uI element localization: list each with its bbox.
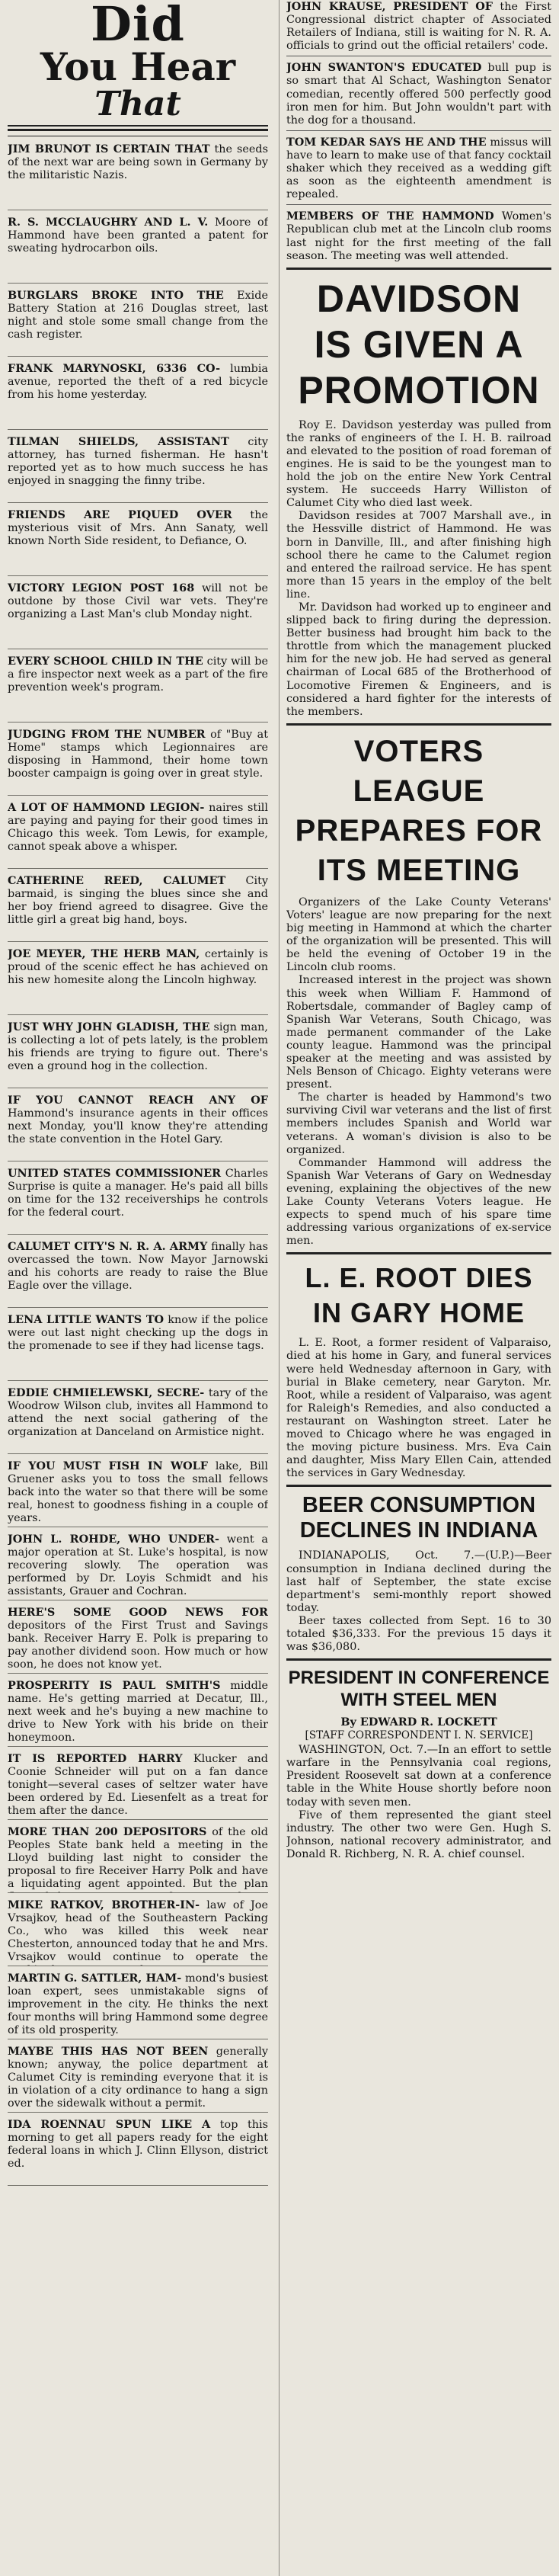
item-lead: TILMAN SHIELDS, ASSISTANT [8,435,229,448]
wire-credit: [STAFF CORRESPONDENT I. N. SERVICE] [305,1729,533,1742]
item-body: will not be outdone by those Civil war vets. They're organizing a Last Man's club Monday night. [8,582,268,621]
masthead-line-2: You Hear [40,44,236,89]
item-lead: R. S. MCCLAUGHRY AND L. V. [8,216,209,229]
item-body: generally known; anyway, the police department at Calumet City is reminding everyone that it is in violation of a city ordinance to hang a sign over the sidewalk without a permit. [8,2046,268,2110]
gossip-item [8,360,268,430]
gossip-item [8,873,268,942]
item-separator [286,204,551,205]
item-body: tary of the Woodrow Wilson club, invites all Hammond to attend the next social gathering of the organization at Danceland on Armistice night. [8,1387,268,1439]
item-lead: EDDIE CHMIELEWSKI, SECRE- [8,1386,205,1399]
gossip-item [8,580,268,649]
story-paragraph: Five of them represented the giant steel industry. The other two were Gen. Hugh S. Johnson, national recovery administrator, and Donald R. Richberg, N. R. A. chief counsel. [286,1809,551,1860]
story-body [286,1337,551,1480]
item-body: the seeds of the next war are being sown in Germany by the militaristic Nazis. [8,143,268,182]
gossip-item [8,2116,268,2186]
item-lead: MARTIN G. SATTLER, HAM- [8,1972,182,1985]
gossip-item [8,1238,268,1308]
story-root [282,1261,556,1480]
item-body: Charles Surprise is quite a manager. He's paid all bills on time for the 132 receiverships he controls for the federal court. [8,1168,268,1219]
gossip-item [8,434,268,503]
gossip-item [8,1165,268,1235]
gossip-item [286,210,551,262]
item-lead: MIKE RATKOV, BROTHER-IN- [8,1898,200,1911]
item-body: City barmaid, is singing the blues since she and her boy friend agreed to disagree. Give the little girl a great big hand, boys. [8,875,268,927]
story-davidson [282,276,556,719]
headline-line: ITS MEETING [317,853,521,887]
gossip-item [8,1312,268,1381]
gossip-item [286,0,551,53]
section-rule [286,1252,551,1254]
item-body: know if the police were out last night checking up the dogs in the promenade to see if they had license tags. [8,1314,268,1353]
item-lead: MORE THAN 200 DEPOSITORS [8,1825,207,1838]
story-body [286,419,551,719]
gossip-item [8,1092,268,1161]
item-lead: IF YOU MUST FISH IN WOLF [8,1459,208,1472]
item-body: the mysterious visit of Mrs. Ann Sanaty, well known North Side resident, to Defiance, O. [8,509,268,548]
item-body: went a major operation at St. Luke's hospital, is now recovering slowly. The operation was performed by Dr. Loyis Schmidt and his assistants, Grauer and Cochran. [8,1533,268,1598]
headline-line: PRESIDENT IN CONFERENCE [288,1668,550,1689]
gossip-item [8,1604,268,1674]
item-lead: FRANK MARYNOSKI, 6336 CO- [8,362,221,375]
story-paragraph: The charter is headed by Hammond's two surviving Civil war veterans and the list of first members includes Spanish and World war veterans. A woman's division is also to be organized. [286,1091,551,1156]
item-lead: A LOT OF HAMMOND LEGION- [8,801,205,814]
headline-beer [286,1493,551,1543]
headline-line: PREPARES FOR [295,813,543,847]
item-lead: JUST WHY JOHN GLADISH, THE [8,1020,210,1033]
item-body: Women's Republican club met at the Lincoln club rooms last night for the first meeting of the fall season. The meeting was well attended. [286,210,551,262]
item-body: city will be a fire inspector next week as a part of the fire prevention week's program. [8,655,268,694]
gossip-item [8,1897,268,1966]
item-body: lake, Bill Gruener asks you to toss the small fellows back into the water so that there will be some real, honest to goodness fishing in a couple of years. [8,1460,268,1525]
headline-line: BEER CONSUMPTION [302,1493,536,1518]
headline-line: L. E. ROOT DIES [305,1262,533,1294]
item-body: Exide Battery Station at 216 Douglas street, last night and stole some small change from the cash register. [8,290,268,341]
item-body: law of Joe Vrsajkov, head of the Southeastern Packing Co., who was killed this week near Chesterton, announced today that he and Mrs. Vrsajkov would continue to operate the [8,1899,268,1964]
masthead-line-3: That [94,85,181,123]
story-body [286,896,551,1248]
item-lead: UNITED STATES COMMISSIONER [8,1167,222,1180]
gossip-item [8,1677,268,1747]
item-lead: HERE'S SOME GOOD NEWS FOR [8,1606,268,1619]
right-column [282,0,556,1861]
item-lead: IT IS REPORTED HARRY [8,1752,183,1765]
gossip-list-continued [282,0,556,263]
section-rule [286,1485,551,1487]
story-body [286,1549,551,1654]
item-lead: EVERY SCHOOL CHILD IN THE [8,655,203,668]
story-body [286,1744,551,1861]
item-lead: FRIENDS ARE PIQUED OVER [8,508,232,521]
item-body: city attorney, has turned fisherman. He hasn't reported yet as to how much success he has enjoyed in snagging the finny tribe. [8,436,268,488]
headline-line: DAVIDSON [316,277,522,320]
gossip-item [8,1970,268,2039]
item-body: of the old Peoples State bank held a meeting in the Lloyd building last night to consider the proposal to fire Receiver Harry Polk and have a liquidating agent appointed. But the plan [8,1826,268,1891]
item-body: Hammond's insurance agents in their offices next Monday, you'll know they're attending the state convention in the Hotel Gary. [8,1107,268,1146]
item-lead: PROSPERITY IS PAUL SMITH'S [8,1679,221,1692]
item-lead: BURGLARS BROKE INTO THE [8,289,224,302]
gossip-item [286,136,551,201]
left-column [0,0,276,2190]
story-paragraph: Davidson resides at 7007 Marshall ave., in the Hessville district of Hammond. He was born in Danville, Ill., and after finishing high school there he came to the Calumet region and entered the railroad service. He has spent more than 15 years in the employ of the belt line. [286,510,551,601]
item-lead: JIM BRUNOT IS CERTAIN THAT [8,143,210,155]
story-paragraph: Commander Hammond will address the Spanish War Veterans of Gary on Wednesday evening, explaining the objectives of the new Lake County Veterans Voters league. He expects to spend much of his spare time addressing various organizations of ex-service men. [286,1156,551,1248]
masthead-line-1: Did [91,0,185,52]
headline-voters-league [286,732,551,890]
story-paragraph: INDIANAPOLIS, Oct. 7.—(U.P.)—Beer consumption in Indiana declined during the last half of September, the state excise department's semi-monthly report showed today. [286,1549,551,1614]
item-lead: MAYBE THIS HAS NOT BEEN [8,2045,209,2058]
headline-root [286,1261,551,1331]
gossip-item [8,799,268,869]
gossip-item [8,1385,268,1454]
masthead [8,0,268,127]
story-paragraph: Mr. Davidson had worked up to engineer and slipped back to firing during the depression. Better business had brought him back to the throttle from which the management plucked him for the new job. He had served as general chairman of Local 685 of the Brotherhood of Locomotive Firemen & Engineers, and is considered a hard fighter for the interests of the members. [286,601,551,718]
gossip-list [0,141,276,2186]
gossip-item [8,653,268,722]
story-voters-league [282,732,556,1248]
item-body: mond's busiest loan expert, sees unmistakable signs of improvement in the city. He thinks the next four months will bring Hammond some degree of its old prosperity. [8,1972,268,2037]
headline-davidson [286,276,551,413]
item-body: middle name. He's getting married at Decatur, Ill., next week and he's buying a new machine to drive to New York with his bride on their honeymoon. [8,1680,268,1745]
item-lead: LENA LITTLE WANTS TO [8,1313,165,1326]
gossip-item [8,1019,268,1088]
item-lead: IDA ROENNAU SPUN LIKE A [8,2118,211,2131]
gossip-item [8,1751,268,1820]
item-body: top this morning to get all papers ready for the eight federal loans in which J. Clinn Ellyson, district ed. [8,2119,268,2171]
gossip-item [8,946,268,1015]
item-body: lumbia avenue, reported the theft of a red bicycle from his home yesterday. [8,363,268,402]
section-rule [286,1658,551,1661]
item-lead: JOHN SWANTON'S EDUCATED [286,61,482,75]
item-body: Klucker and Coonie Schneider will put on a fan dance tonight—several cases of seltzer water have been ordered by Ed. Liesenfelt as a treat for them after the dance. [8,1753,268,1818]
gossip-item [8,214,268,284]
item-lead: IF YOU CANNOT REACH ANY OF [8,1094,268,1107]
gossip-item [8,287,268,357]
byline: By EDWARD R. LOCKETT [340,1716,497,1729]
gossip-item [8,1531,268,1600]
item-body: missus will have to learn to make use of that fancy cocktail shaker which they received as a wedding gift as soon as the eighteenth amendment is repealed. [286,136,551,201]
headline-line: IS GIVEN A [314,322,524,366]
story-paragraph: Increased interest in the project was shown this week when William F. Hammond of Robertsdale, commander of Bagley camp of Spanish War Veterans, South Chicago, was made permanent commander of the Lake county league. Hammond was the principal speaker at the meeting and was assisted by Nels Benson of Chicago. Eighty veterans were present. [286,974,551,1091]
gossip-item [8,2043,268,2113]
item-body: of "Buy at Home" stamps which Legionnaires are disposing in Hammond, their home town booster campaign is going over in great style. [8,729,268,780]
item-body: bull pup is so smart that Al Schact, Washington Senator comedian, recently offered 500 perfectly good iron men for him. But John wouldn't part with the dog for a thousand. [286,62,551,127]
story-paragraph: Beer taxes collected from Sept. 16 to 30 totaled $36,333. For the previous 15 days it was $36,080. [286,1614,551,1654]
gossip-item [8,1458,268,1527]
headline-line: PROMOTION [298,368,540,412]
item-body: finally has overcassed the town. Now Mayor Jarnowski and his cohorts are ready to raise the Blue Eagle over the village. [8,1241,268,1293]
gossip-item [8,1824,268,1893]
item-lead: JOHN KRAUSE, PRESIDENT OF [286,0,494,13]
section-rule [286,268,551,270]
headline-president [286,1667,551,1711]
story-paragraph: WASHINGTON, Oct. 7.—In an effort to settle warfare in the Pennsylvania coal regions, President Roosevelt sat down at a conference table in the White House shortly before noon today with seven men. [286,1744,551,1809]
item-lead: JOE MEYER, THE HERB MAN, [8,947,200,960]
item-lead: TOM KEDAR SAYS HE AND THE [286,135,487,149]
gossip-item [8,141,268,210]
item-body: depositors of the First Trust and Savings bank. Receiver Harry E. Polk is preparing to pay another dividend soon. How much or how soon, he does not know yet. [8,1620,268,1671]
story-paragraph: L. E. Root, a former resident of Valparaiso, died at his home in Gary, and funeral services were held Wednesday afternoon in Gary, with burial in Blake cemetery, near Garyton. Mr. Root, while a resident of Valparaiso, was agent for Raleigh's Remedies, and also conducted a restaurant on Washington street. Later he moved to Chicago where he was engaged in the moving picture business. Mrs. Eva Cain and daughter, Miss Mary Ellen Cain, attended the services in Gary Wednesday. [286,1337,551,1480]
item-separator [286,130,551,131]
item-lead: JOHN L. ROHDE, WHO UNDER- [8,1533,219,1546]
item-body: certainly is proud of the scenic effect he has achieved on his new homesite along the Lincoln highway. [8,948,268,987]
item-lead: JUDGING FROM THE NUMBER [8,728,206,741]
headline-line: DECLINES IN INDIANA [299,1518,538,1543]
story-beer [282,1493,556,1654]
column-divider [279,0,280,2576]
gossip-item [286,61,551,127]
item-lead: CALUMET CITY'S N. R. A. ARMY [8,1240,208,1253]
item-body: Moore of Hammond have been granted a patent for sweating hydrocarbon oils. [8,216,268,255]
item-lead: VICTORY LEGION POST 168 [8,582,195,594]
section-rule [286,723,551,726]
story-president [282,1667,556,1861]
item-lead: CATHERINE REED, CALUMET [8,874,226,887]
item-body: sign man, is collecting a lot of pets lately, is the problem his friends are trying to figure out. There's even a ground hog in the collection. [8,1021,268,1073]
gossip-item [8,507,268,576]
headline-line: IN GARY HOME [312,1297,525,1329]
gossip-item [8,726,268,796]
story-paragraph: Organizers of the Lake County Veterans' Voters' league are now preparing for the next big meeting in Hammond at which the charter of the organization will be presented. This will be held the evening of October 19 in the Lincoln club rooms. [286,896,551,974]
item-body: the First Congressional district chapter of Associated Retailers of Indiana, still is waiting for N. R. A. officials to grind out the official retailers' code. [286,1,551,53]
story-paragraph: Roy E. Davidson yesterday was pulled from the ranks of engineers of the I. H. B. railroad and elevated to the position of road foreman of engines. He is said to be the youngest man to hold the job on the entire New York Central system. He succeeds Harry Williston of Calumet City who died last week. [286,418,551,510]
headline-line: WITH STEEL MEN [340,1690,497,1711]
masthead-rule [8,129,268,136]
item-lead: MEMBERS OF THE HAMMOND [286,210,494,223]
item-body: naires still are paying and paying for their good times in Chicago this week. Tom Lewis, for example, cannot speak above a whisper. [8,802,268,854]
headline-line: VOTERS LEAGUE [353,734,485,808]
